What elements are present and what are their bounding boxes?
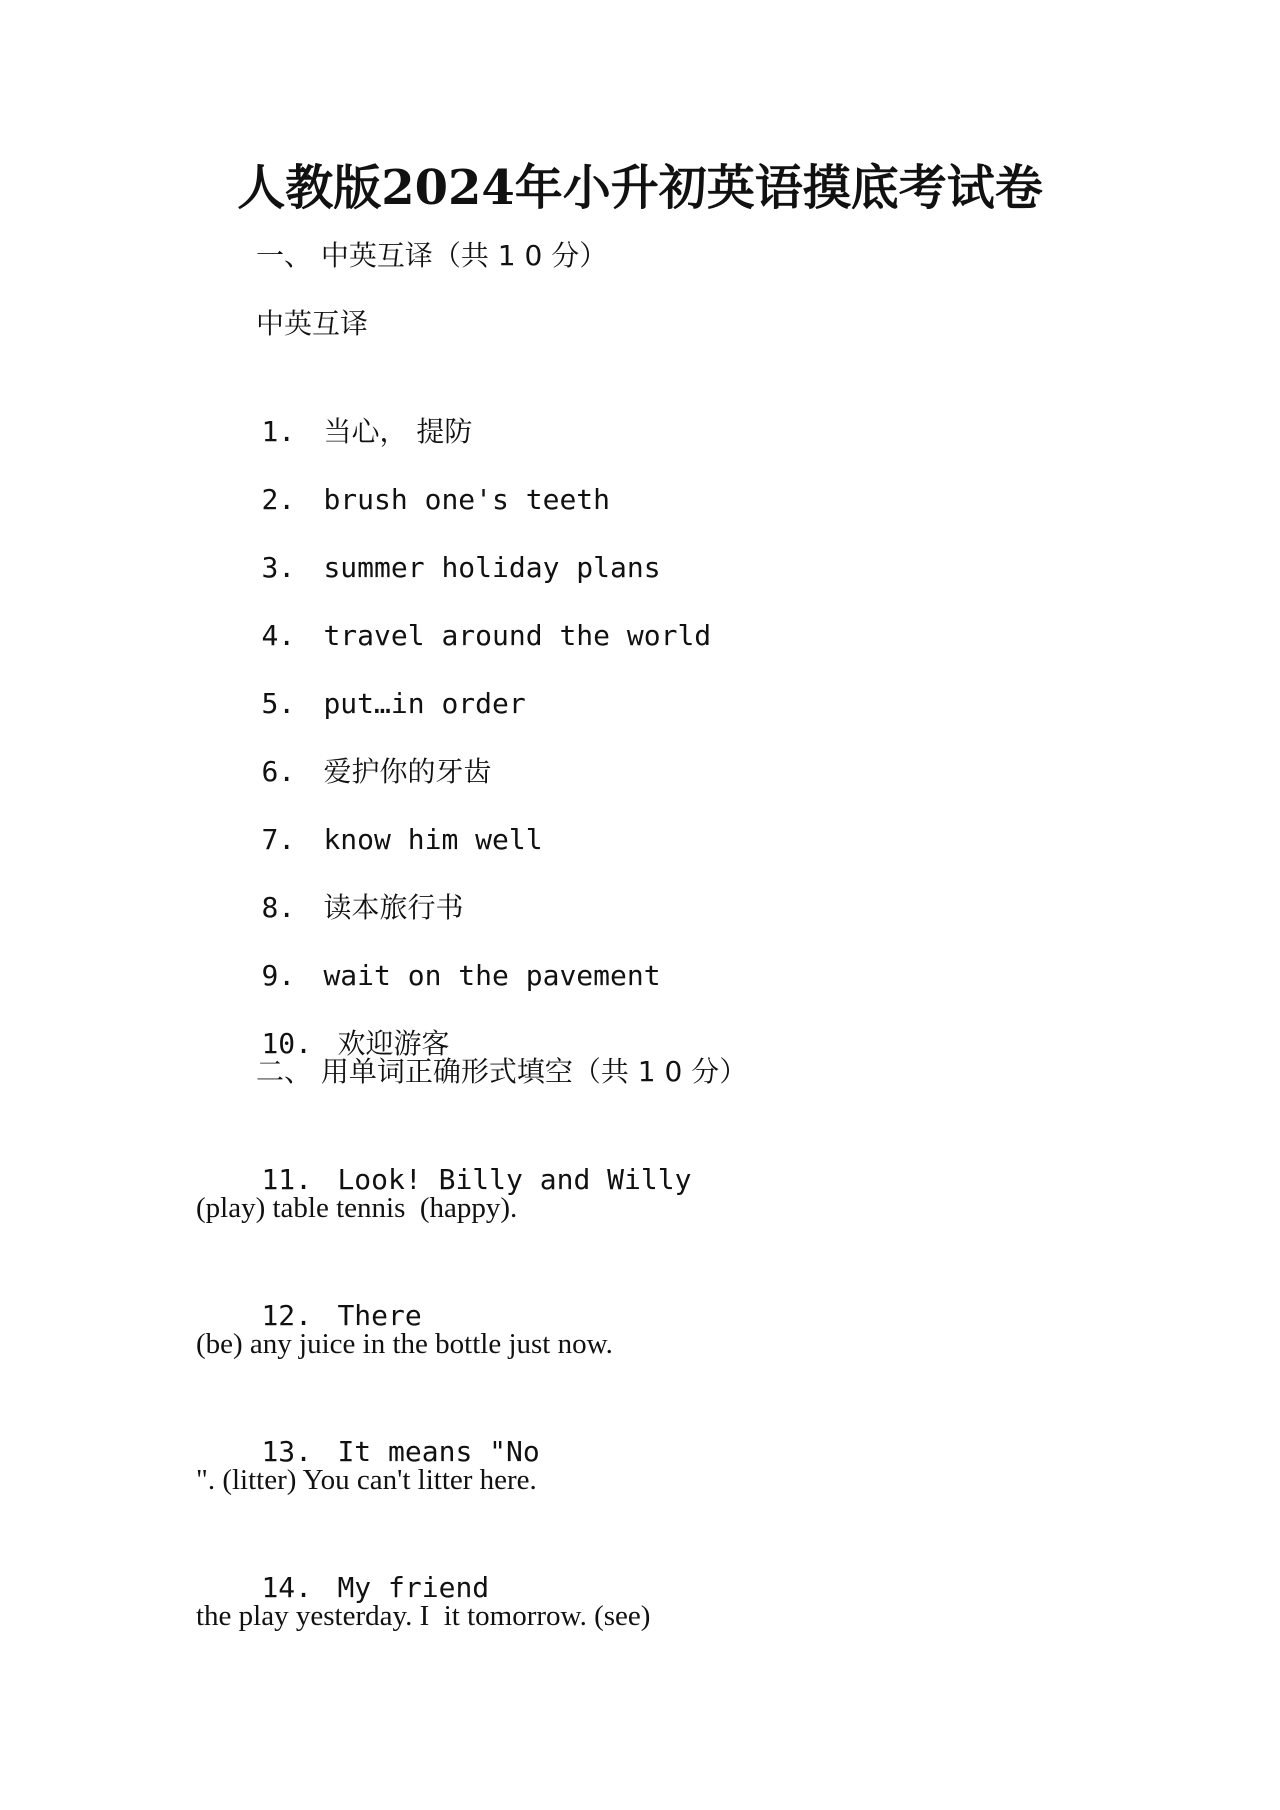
question-text: 读本旅行书: [323, 891, 464, 924]
question-text: 欢迎游客: [337, 1027, 450, 1060]
question-text: It means "No: [337, 1435, 540, 1468]
question-number: 4.: [261, 619, 296, 652]
question-text: Look! Billy and Willy: [337, 1163, 692, 1196]
question-text: summer holiday plans: [323, 551, 661, 584]
section-1-subheading: 中英互译: [256, 307, 369, 340]
question-continuation: (be) any juice in the bottle just now.: [196, 1328, 613, 1360]
question-number: 2.: [261, 483, 296, 516]
question-number: 5.: [261, 687, 296, 720]
question-text: There: [337, 1299, 422, 1332]
question-text: know him well: [323, 823, 543, 856]
question-continuation: ". (litter) You can't litter here.: [196, 1464, 537, 1496]
section-1-heading: 一、 中英互译（共 1 0 分）: [256, 239, 608, 272]
question-text: 当心， 提防: [323, 415, 473, 448]
question-text: wait on the pavement: [323, 959, 661, 992]
question-text: put…in order: [323, 687, 526, 720]
question-number: 10.: [261, 1027, 313, 1060]
question-text: travel around the world: [323, 619, 712, 652]
question-continuation: (play) table tennis (happy).: [196, 1192, 518, 1224]
question-number: 12.: [261, 1299, 313, 1332]
question-number: 11.: [261, 1163, 313, 1196]
question-number: 3.: [261, 551, 296, 584]
question-text: brush one's teeth: [323, 483, 611, 516]
question-number: 14.: [261, 1571, 313, 1604]
question-number: 1.: [261, 415, 296, 448]
question-number: 6.: [261, 755, 296, 788]
question-number: 8.: [261, 891, 296, 924]
question-number: 9.: [261, 959, 296, 992]
question-text: 爱护你的牙齿: [323, 755, 492, 788]
question-text: My friend: [337, 1571, 490, 1604]
question-continuation: the play yesterday. I it tomorrow. (see): [196, 1600, 651, 1632]
question-number: 13.: [261, 1435, 313, 1468]
exam-title: 人教版2024年小升初英语摸底考试卷: [237, 160, 1043, 216]
section-2-heading: 二、 用单词正确形式填空（共 1 0 分）: [256, 1055, 748, 1088]
question-number: 7.: [261, 823, 296, 856]
